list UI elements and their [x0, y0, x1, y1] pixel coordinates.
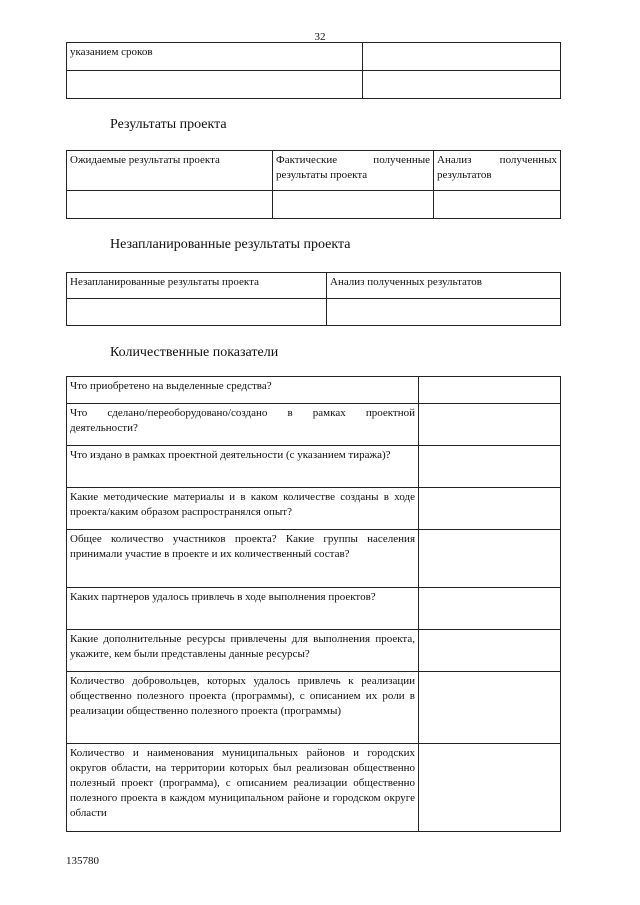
question-row: Что приобретено на выделенные средства?	[67, 377, 419, 404]
top-table	[66, 42, 561, 99]
quantitative-heading: Количественные показатели	[110, 345, 279, 360]
results-cell	[273, 191, 434, 219]
top-table-cell	[363, 71, 561, 99]
top-table-cell	[67, 71, 363, 99]
results-heading: Результаты проекта	[110, 117, 227, 132]
answer-cell	[419, 744, 561, 832]
question-row: Количество добровольцев, которых удалось привлечь к реализации общественно полезного проекта (программы), с описанием их роли в реализации общественно полезного проекта (программы)	[67, 672, 419, 744]
question-row: Общее количество участников проекта? Какие группы населения принимали участие в проекте и их количественный состав?	[67, 530, 419, 588]
unplanned-heading: Незапланированные результаты проекта	[110, 237, 351, 252]
answer-cell	[419, 588, 561, 630]
answer-cell	[419, 446, 561, 488]
question-row: Какие методические материалы и в каком количестве созданы в ходе проекта/каким образом распространялся опыт?	[67, 488, 419, 530]
unplanned-cell	[67, 299, 327, 326]
results-header-actual: Фактические полученные результаты проекта	[273, 151, 434, 191]
answer-cell	[419, 488, 561, 530]
top-table-cell: указанием сроков	[67, 43, 363, 71]
answer-cell	[419, 630, 561, 672]
answer-cell	[419, 672, 561, 744]
unplanned-table	[66, 272, 561, 326]
question-row: Что издано в рамках проектной деятельности (с указанием тиража)?	[67, 446, 419, 488]
doc-code: 135780	[66, 855, 99, 867]
unplanned-header-results: Незапланированные результаты проекта	[67, 273, 327, 299]
question-row: Каких партнеров удалось привлечь в ходе выполнения проектов?	[67, 588, 419, 630]
results-cell	[67, 191, 273, 219]
question-row: Какие дополнительные ресурсы привлечены для выполнения проекта, укажите, кем были представлены данные ресурсы?	[67, 630, 419, 672]
results-table	[66, 150, 561, 219]
results-header-analysis: Анализ полученных результатов	[434, 151, 561, 191]
unplanned-header-analysis: Анализ полученных результатов	[327, 273, 561, 299]
page-number: 32	[314, 31, 326, 43]
answer-cell	[419, 404, 561, 446]
quantitative-table	[66, 376, 561, 832]
unplanned-cell	[327, 299, 561, 326]
results-header-expected: Ожидаемые результаты проекта	[67, 151, 273, 191]
answer-cell	[419, 377, 561, 404]
question-row: Что сделано/переоборудовано/создано в рамках проектной деятельности?	[67, 404, 419, 446]
results-cell	[434, 191, 561, 219]
answer-cell	[419, 530, 561, 588]
top-table-cell	[363, 43, 561, 71]
question-row: Количество и наименования муниципальных районов и городских округов области, на территории которых был реализован общественно полезный проект (программа), с описанием реализации общественно полезного проекта в каждом муниципальном районе и городском округе области	[67, 744, 419, 832]
